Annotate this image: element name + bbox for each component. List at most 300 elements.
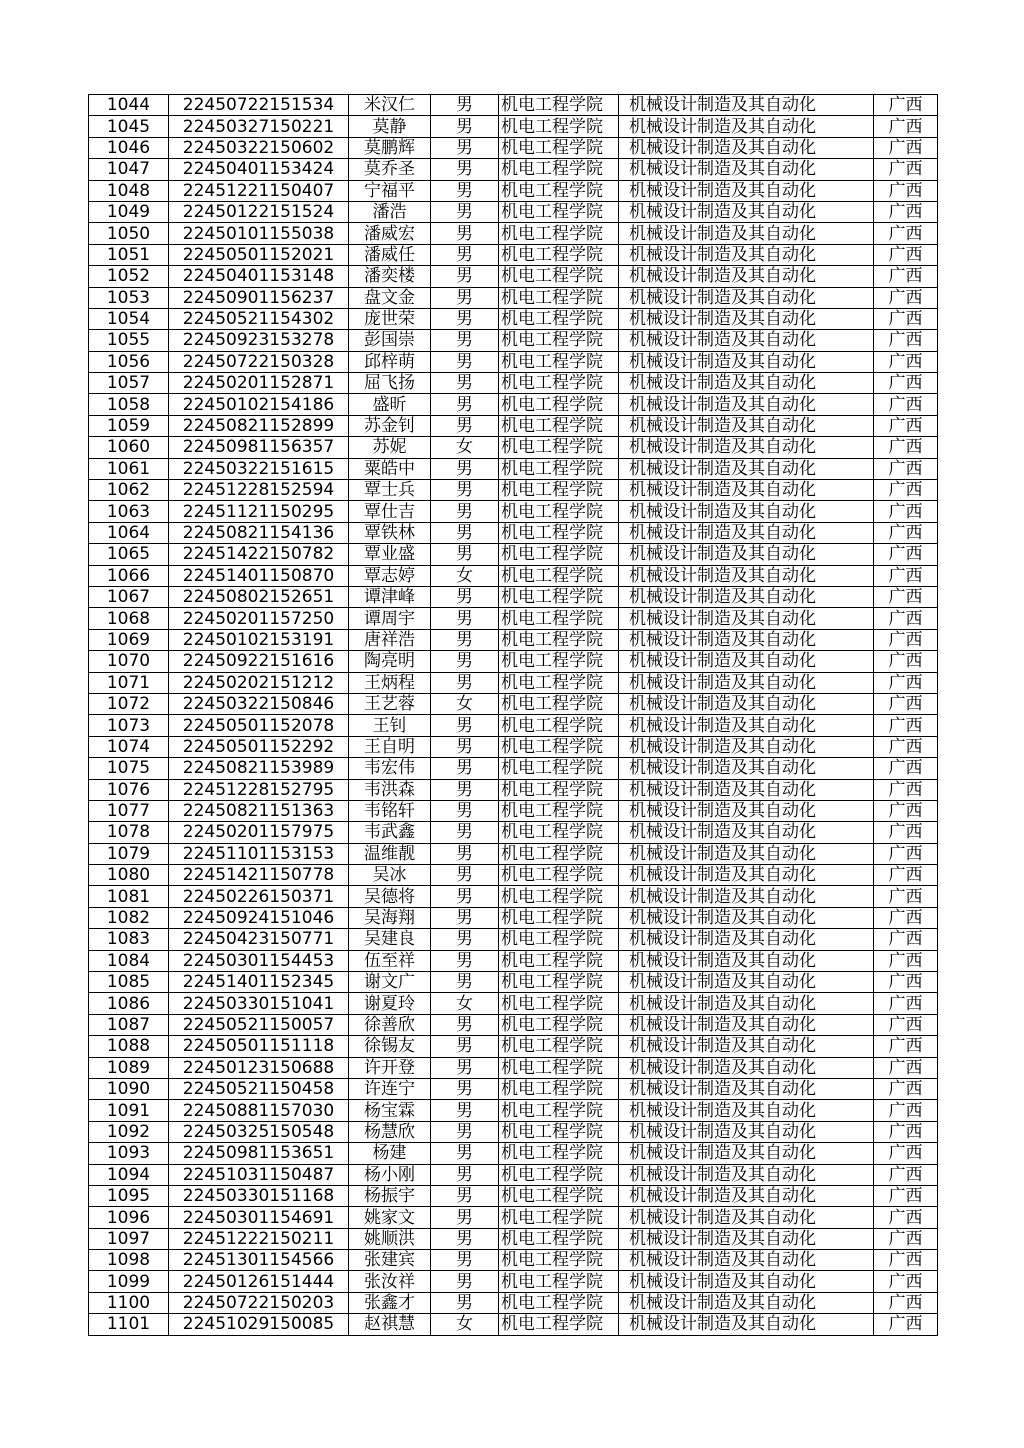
seq-number-cell: 1062 — [89, 480, 169, 501]
seq-number-cell: 1071 — [89, 672, 169, 693]
table-row — [89, 822, 938, 843]
province-cell: 广西 — [874, 501, 938, 522]
name-cell: 覃士兵 — [349, 480, 431, 501]
seq-number-cell: 1066 — [89, 565, 169, 586]
table-row — [89, 1143, 938, 1164]
college-cell: 机电工程学院 — [499, 1014, 619, 1035]
province-cell: 广西 — [874, 266, 938, 287]
province-cell: 广西 — [874, 1228, 938, 1249]
gender-cell: 男 — [431, 629, 499, 650]
seq-number-cell: 1096 — [89, 1207, 169, 1228]
seq-number-cell: 1063 — [89, 501, 169, 522]
table-row — [89, 308, 938, 329]
table-row — [89, 736, 938, 757]
province-cell: 广西 — [874, 907, 938, 928]
name-cell: 彭国崇 — [349, 330, 431, 351]
exam-id-cell: 22450722151534 — [169, 95, 349, 116]
name-cell: 谢文广 — [349, 972, 431, 993]
seq-number-cell: 1072 — [89, 693, 169, 714]
province-cell: 广西 — [874, 929, 938, 950]
gender-cell: 男 — [431, 116, 499, 137]
seq-number-cell: 1055 — [89, 330, 169, 351]
gender-cell: 男 — [431, 458, 499, 479]
table-row — [89, 116, 938, 137]
name-cell: 王自明 — [349, 736, 431, 757]
college-cell: 机电工程学院 — [499, 800, 619, 821]
college-cell: 机电工程学院 — [499, 629, 619, 650]
gender-cell: 男 — [431, 180, 499, 201]
gender-cell: 男 — [431, 351, 499, 372]
major-cell: 机械设计制造及其自动化 — [619, 565, 874, 586]
major-cell: 机械设计制造及其自动化 — [619, 480, 874, 501]
name-cell: 谭津峰 — [349, 586, 431, 607]
name-cell: 覃志婷 — [349, 565, 431, 586]
seq-number-cell: 1083 — [89, 929, 169, 950]
gender-cell: 男 — [431, 843, 499, 864]
exam-id-cell: 22450401153148 — [169, 266, 349, 287]
gender-cell: 男 — [431, 308, 499, 329]
name-cell: 莫乔圣 — [349, 159, 431, 180]
major-cell: 机械设计制造及其自动化 — [619, 672, 874, 693]
province-cell: 广西 — [874, 308, 938, 329]
province-cell: 广西 — [874, 800, 938, 821]
gender-cell: 男 — [431, 758, 499, 779]
province-cell: 广西 — [874, 330, 938, 351]
province-cell: 广西 — [874, 886, 938, 907]
table-row — [89, 1100, 938, 1121]
seq-number-cell: 1090 — [89, 1078, 169, 1099]
exam-id-cell: 22451029150085 — [169, 1314, 349, 1335]
province-cell: 广西 — [874, 522, 938, 543]
college-cell: 机电工程学院 — [499, 758, 619, 779]
province-cell: 广西 — [874, 116, 938, 137]
gender-cell: 男 — [431, 1100, 499, 1121]
major-cell: 机械设计制造及其自动化 — [619, 1314, 874, 1335]
seq-number-cell: 1065 — [89, 544, 169, 565]
exam-id-cell: 22451121150295 — [169, 501, 349, 522]
gender-cell: 女 — [431, 693, 499, 714]
province-cell: 广西 — [874, 993, 938, 1014]
name-cell: 谢夏玲 — [349, 993, 431, 1014]
province-cell: 广西 — [874, 715, 938, 736]
college-cell: 机电工程学院 — [499, 993, 619, 1014]
name-cell: 吴德将 — [349, 886, 431, 907]
seq-number-cell: 1070 — [89, 651, 169, 672]
major-cell: 机械设计制造及其自动化 — [619, 693, 874, 714]
gender-cell: 男 — [431, 907, 499, 928]
gender-cell: 男 — [431, 1250, 499, 1271]
table-row — [89, 1121, 938, 1142]
seq-number-cell: 1099 — [89, 1271, 169, 1292]
gender-cell: 男 — [431, 1143, 499, 1164]
college-cell: 机电工程学院 — [499, 330, 619, 351]
college-cell: 机电工程学院 — [499, 544, 619, 565]
table-row — [89, 886, 938, 907]
gender-cell: 男 — [431, 1292, 499, 1313]
college-cell: 机电工程学院 — [499, 715, 619, 736]
province-cell: 广西 — [874, 244, 938, 265]
major-cell: 机械设计制造及其自动化 — [619, 629, 874, 650]
exam-id-cell: 22450322150846 — [169, 693, 349, 714]
table-row — [89, 287, 938, 308]
name-cell: 张汝祥 — [349, 1271, 431, 1292]
college-cell: 机电工程学院 — [499, 672, 619, 693]
seq-number-cell: 1057 — [89, 373, 169, 394]
name-cell: 庞世荣 — [349, 308, 431, 329]
college-cell: 机电工程学院 — [499, 1314, 619, 1335]
major-cell: 机械设计制造及其自动化 — [619, 1100, 874, 1121]
college-cell: 机电工程学院 — [499, 415, 619, 436]
province-cell: 广西 — [874, 1314, 938, 1335]
seq-number-cell: 1060 — [89, 437, 169, 458]
gender-cell: 男 — [431, 608, 499, 629]
exam-id-cell: 22450101155038 — [169, 223, 349, 244]
major-cell: 机械设计制造及其自动化 — [619, 586, 874, 607]
major-cell: 机械设计制造及其自动化 — [619, 180, 874, 201]
exam-id-cell: 22450802152651 — [169, 586, 349, 607]
table-row — [89, 758, 938, 779]
gender-cell: 男 — [431, 972, 499, 993]
major-cell: 机械设计制造及其自动化 — [619, 394, 874, 415]
exam-id-cell: 22450521150057 — [169, 1014, 349, 1035]
college-cell: 机电工程学院 — [499, 159, 619, 180]
table-row — [89, 651, 938, 672]
table-row — [89, 437, 938, 458]
exam-id-cell: 22450201157975 — [169, 822, 349, 843]
name-cell: 杨小刚 — [349, 1164, 431, 1185]
seq-number-cell: 1076 — [89, 779, 169, 800]
exam-id-cell: 22451031150487 — [169, 1164, 349, 1185]
major-cell: 机械设计制造及其自动化 — [619, 651, 874, 672]
college-cell: 机电工程学院 — [499, 116, 619, 137]
name-cell: 唐祥浩 — [349, 629, 431, 650]
table-row — [89, 672, 938, 693]
province-cell: 广西 — [874, 586, 938, 607]
gender-cell: 女 — [431, 565, 499, 586]
exam-id-cell: 22450924151046 — [169, 907, 349, 928]
province-cell: 广西 — [874, 651, 938, 672]
table-row — [89, 1207, 938, 1228]
gender-cell: 男 — [431, 287, 499, 308]
name-cell: 韦铭轩 — [349, 800, 431, 821]
table-row — [89, 608, 938, 629]
gender-cell: 男 — [431, 865, 499, 886]
name-cell: 杨慧欣 — [349, 1121, 431, 1142]
name-cell: 韦宏伟 — [349, 758, 431, 779]
college-cell: 机电工程学院 — [499, 373, 619, 394]
province-cell: 广西 — [874, 629, 938, 650]
seq-number-cell: 1059 — [89, 415, 169, 436]
seq-number-cell: 1081 — [89, 886, 169, 907]
gender-cell: 男 — [431, 822, 499, 843]
province-cell: 广西 — [874, 1121, 938, 1142]
province-cell: 广西 — [874, 1057, 938, 1078]
college-cell: 机电工程学院 — [499, 950, 619, 971]
exam-id-cell: 22450226150371 — [169, 886, 349, 907]
seq-number-cell: 1044 — [89, 95, 169, 116]
exam-id-cell: 22450201152871 — [169, 373, 349, 394]
table-row — [89, 501, 938, 522]
seq-number-cell: 1045 — [89, 116, 169, 137]
name-cell: 许连宁 — [349, 1078, 431, 1099]
province-cell: 广西 — [874, 779, 938, 800]
college-cell: 机电工程学院 — [499, 223, 619, 244]
exam-id-cell: 22451221150407 — [169, 180, 349, 201]
exam-id-cell: 22450821153989 — [169, 758, 349, 779]
seq-number-cell: 1074 — [89, 736, 169, 757]
college-cell: 机电工程学院 — [499, 1057, 619, 1078]
table-row — [89, 565, 938, 586]
exam-id-cell: 22450501151118 — [169, 1036, 349, 1057]
province-cell: 广西 — [874, 608, 938, 629]
name-cell: 陶亮明 — [349, 651, 431, 672]
table-row — [89, 865, 938, 886]
name-cell: 徐善欣 — [349, 1014, 431, 1035]
name-cell: 赵祺慧 — [349, 1314, 431, 1335]
table-row — [89, 180, 938, 201]
gender-cell: 女 — [431, 1314, 499, 1335]
seq-number-cell: 1054 — [89, 308, 169, 329]
gender-cell: 男 — [431, 544, 499, 565]
major-cell: 机械设计制造及其自动化 — [619, 458, 874, 479]
exam-id-cell: 22450322150602 — [169, 137, 349, 158]
province-cell: 广西 — [874, 1164, 938, 1185]
major-cell: 机械设计制造及其自动化 — [619, 950, 874, 971]
table-row — [89, 351, 938, 372]
exam-id-cell: 22450202151212 — [169, 672, 349, 693]
province-cell: 广西 — [874, 972, 938, 993]
gender-cell: 男 — [431, 394, 499, 415]
seq-number-cell: 1088 — [89, 1036, 169, 1057]
major-cell: 机械设计制造及其自动化 — [619, 223, 874, 244]
gender-cell: 男 — [431, 201, 499, 222]
name-cell: 姚家文 — [349, 1207, 431, 1228]
table-row — [89, 1271, 938, 1292]
seq-number-cell: 1079 — [89, 843, 169, 864]
exam-id-cell: 22450501152021 — [169, 244, 349, 265]
major-cell: 机械设计制造及其自动化 — [619, 608, 874, 629]
college-cell: 机电工程学院 — [499, 1271, 619, 1292]
major-cell: 机械设计制造及其自动化 — [619, 736, 874, 757]
table-row — [89, 137, 938, 158]
college-cell: 机电工程学院 — [499, 180, 619, 201]
college-cell: 机电工程学院 — [499, 1078, 619, 1099]
exam-id-cell: 22450821151363 — [169, 800, 349, 821]
major-cell: 机械设计制造及其自动化 — [619, 886, 874, 907]
major-cell: 机械设计制造及其自动化 — [619, 1078, 874, 1099]
table-row — [89, 415, 938, 436]
exam-id-cell: 22450301154453 — [169, 950, 349, 971]
table-row — [89, 1250, 938, 1271]
exam-id-cell: 22451228152594 — [169, 480, 349, 501]
name-cell: 苏妮 — [349, 437, 431, 458]
exam-id-cell: 22450126151444 — [169, 1271, 349, 1292]
table-row — [89, 929, 938, 950]
major-cell: 机械设计制造及其自动化 — [619, 1036, 874, 1057]
name-cell: 吴海翔 — [349, 907, 431, 928]
major-cell: 机械设计制造及其自动化 — [619, 865, 874, 886]
major-cell: 机械设计制造及其自动化 — [619, 1014, 874, 1035]
major-cell: 机械设计制造及其自动化 — [619, 159, 874, 180]
name-cell: 张鑫才 — [349, 1292, 431, 1313]
seq-number-cell: 1049 — [89, 201, 169, 222]
table-row — [89, 330, 938, 351]
college-cell: 机电工程学院 — [499, 308, 619, 329]
exam-id-cell: 22450322151615 — [169, 458, 349, 479]
province-cell: 广西 — [874, 373, 938, 394]
seq-number-cell: 1101 — [89, 1314, 169, 1335]
gender-cell: 男 — [431, 651, 499, 672]
seq-number-cell: 1077 — [89, 800, 169, 821]
major-cell: 机械设计制造及其自动化 — [619, 1185, 874, 1206]
college-cell: 机电工程学院 — [499, 586, 619, 607]
exam-id-cell: 22450521154302 — [169, 308, 349, 329]
gender-cell: 女 — [431, 437, 499, 458]
seq-number-cell: 1047 — [89, 159, 169, 180]
gender-cell: 男 — [431, 1036, 499, 1057]
college-cell: 机电工程学院 — [499, 1143, 619, 1164]
name-cell: 王钊 — [349, 715, 431, 736]
province-cell: 广西 — [874, 1185, 938, 1206]
exam-id-cell: 22450102153191 — [169, 629, 349, 650]
gender-cell: 男 — [431, 501, 499, 522]
major-cell: 机械设计制造及其自动化 — [619, 287, 874, 308]
major-cell: 机械设计制造及其自动化 — [619, 993, 874, 1014]
gender-cell: 男 — [431, 1014, 499, 1035]
province-cell: 广西 — [874, 1100, 938, 1121]
exam-id-cell: 22450901156237 — [169, 287, 349, 308]
province-cell: 广西 — [874, 736, 938, 757]
table-row — [89, 1014, 938, 1035]
gender-cell: 男 — [431, 159, 499, 180]
gender-cell: 男 — [431, 1207, 499, 1228]
province-cell: 广西 — [874, 822, 938, 843]
exam-id-cell: 22450981153651 — [169, 1143, 349, 1164]
table-row — [89, 1292, 938, 1313]
seq-number-cell: 1097 — [89, 1228, 169, 1249]
table-row — [89, 779, 938, 800]
college-cell: 机电工程学院 — [499, 1036, 619, 1057]
seq-number-cell: 1087 — [89, 1014, 169, 1035]
province-cell: 广西 — [874, 843, 938, 864]
name-cell: 杨宝霖 — [349, 1100, 431, 1121]
college-cell: 机电工程学院 — [499, 1164, 619, 1185]
college-cell: 机电工程学院 — [499, 1207, 619, 1228]
province-cell: 广西 — [874, 1078, 938, 1099]
seq-number-cell: 1052 — [89, 266, 169, 287]
province-cell: 广西 — [874, 1250, 938, 1271]
table-row — [89, 693, 938, 714]
major-cell: 机械设计制造及其自动化 — [619, 843, 874, 864]
province-cell: 广西 — [874, 95, 938, 116]
exam-id-cell: 22450821152899 — [169, 415, 349, 436]
province-cell: 广西 — [874, 180, 938, 201]
gender-cell: 男 — [431, 330, 499, 351]
college-cell: 机电工程学院 — [499, 201, 619, 222]
major-cell: 机械设计制造及其自动化 — [619, 544, 874, 565]
province-cell: 广西 — [874, 950, 938, 971]
table-row — [89, 1036, 938, 1057]
major-cell: 机械设计制造及其自动化 — [619, 800, 874, 821]
seq-number-cell: 1068 — [89, 608, 169, 629]
name-cell: 潘浩 — [349, 201, 431, 222]
seq-number-cell: 1050 — [89, 223, 169, 244]
gender-cell: 男 — [431, 736, 499, 757]
table-row — [89, 629, 938, 650]
college-cell: 机电工程学院 — [499, 1185, 619, 1206]
seq-number-cell: 1094 — [89, 1164, 169, 1185]
table-row — [89, 843, 938, 864]
name-cell: 邱梓萌 — [349, 351, 431, 372]
college-cell: 机电工程学院 — [499, 1292, 619, 1313]
college-cell: 机电工程学院 — [499, 1121, 619, 1142]
major-cell: 机械设计制造及其自动化 — [619, 116, 874, 137]
province-cell: 广西 — [874, 1036, 938, 1057]
seq-number-cell: 1046 — [89, 137, 169, 158]
province-cell: 广西 — [874, 480, 938, 501]
province-cell: 广西 — [874, 159, 938, 180]
name-cell: 吴建良 — [349, 929, 431, 950]
table-row — [89, 544, 938, 565]
major-cell: 机械设计制造及其自动化 — [619, 1271, 874, 1292]
gender-cell: 男 — [431, 1078, 499, 1099]
major-cell: 机械设计制造及其自动化 — [619, 266, 874, 287]
exam-id-cell: 22450325150548 — [169, 1121, 349, 1142]
gender-cell: 男 — [431, 1271, 499, 1292]
name-cell: 徐锡友 — [349, 1036, 431, 1057]
exam-id-cell: 22451301154566 — [169, 1250, 349, 1271]
name-cell: 米汉仁 — [349, 95, 431, 116]
major-cell: 机械设计制造及其自动化 — [619, 822, 874, 843]
province-cell: 广西 — [874, 394, 938, 415]
table-row — [89, 715, 938, 736]
name-cell: 谭周宇 — [349, 608, 431, 629]
table-row — [89, 480, 938, 501]
exam-id-cell: 22450122151524 — [169, 201, 349, 222]
seq-number-cell: 1089 — [89, 1057, 169, 1078]
name-cell: 宁福平 — [349, 180, 431, 201]
table-row — [89, 1314, 938, 1335]
seq-number-cell: 1051 — [89, 244, 169, 265]
exam-id-cell: 22451101153153 — [169, 843, 349, 864]
province-cell: 广西 — [874, 1143, 938, 1164]
college-cell: 机电工程学院 — [499, 779, 619, 800]
province-cell: 广西 — [874, 1014, 938, 1035]
province-cell: 广西 — [874, 1292, 938, 1313]
seq-number-cell: 1048 — [89, 180, 169, 201]
college-cell: 机电工程学院 — [499, 843, 619, 864]
major-cell: 机械设计制造及其自动化 — [619, 715, 874, 736]
major-cell: 机械设计制造及其自动化 — [619, 415, 874, 436]
major-cell: 机械设计制造及其自动化 — [619, 95, 874, 116]
province-cell: 广西 — [874, 437, 938, 458]
table-body — [89, 95, 938, 1336]
province-cell: 广西 — [874, 458, 938, 479]
name-cell: 潘威任 — [349, 244, 431, 265]
seq-number-cell: 1100 — [89, 1292, 169, 1313]
seq-number-cell: 1086 — [89, 993, 169, 1014]
college-cell: 机电工程学院 — [499, 1250, 619, 1271]
gender-cell: 男 — [431, 715, 499, 736]
seq-number-cell: 1053 — [89, 287, 169, 308]
exam-id-cell: 22451421150778 — [169, 865, 349, 886]
name-cell: 苏金钊 — [349, 415, 431, 436]
college-cell: 机电工程学院 — [499, 907, 619, 928]
name-cell: 张建宾 — [349, 1250, 431, 1271]
college-cell: 机电工程学院 — [499, 137, 619, 158]
name-cell: 吴冰 — [349, 865, 431, 886]
seq-number-cell: 1095 — [89, 1185, 169, 1206]
